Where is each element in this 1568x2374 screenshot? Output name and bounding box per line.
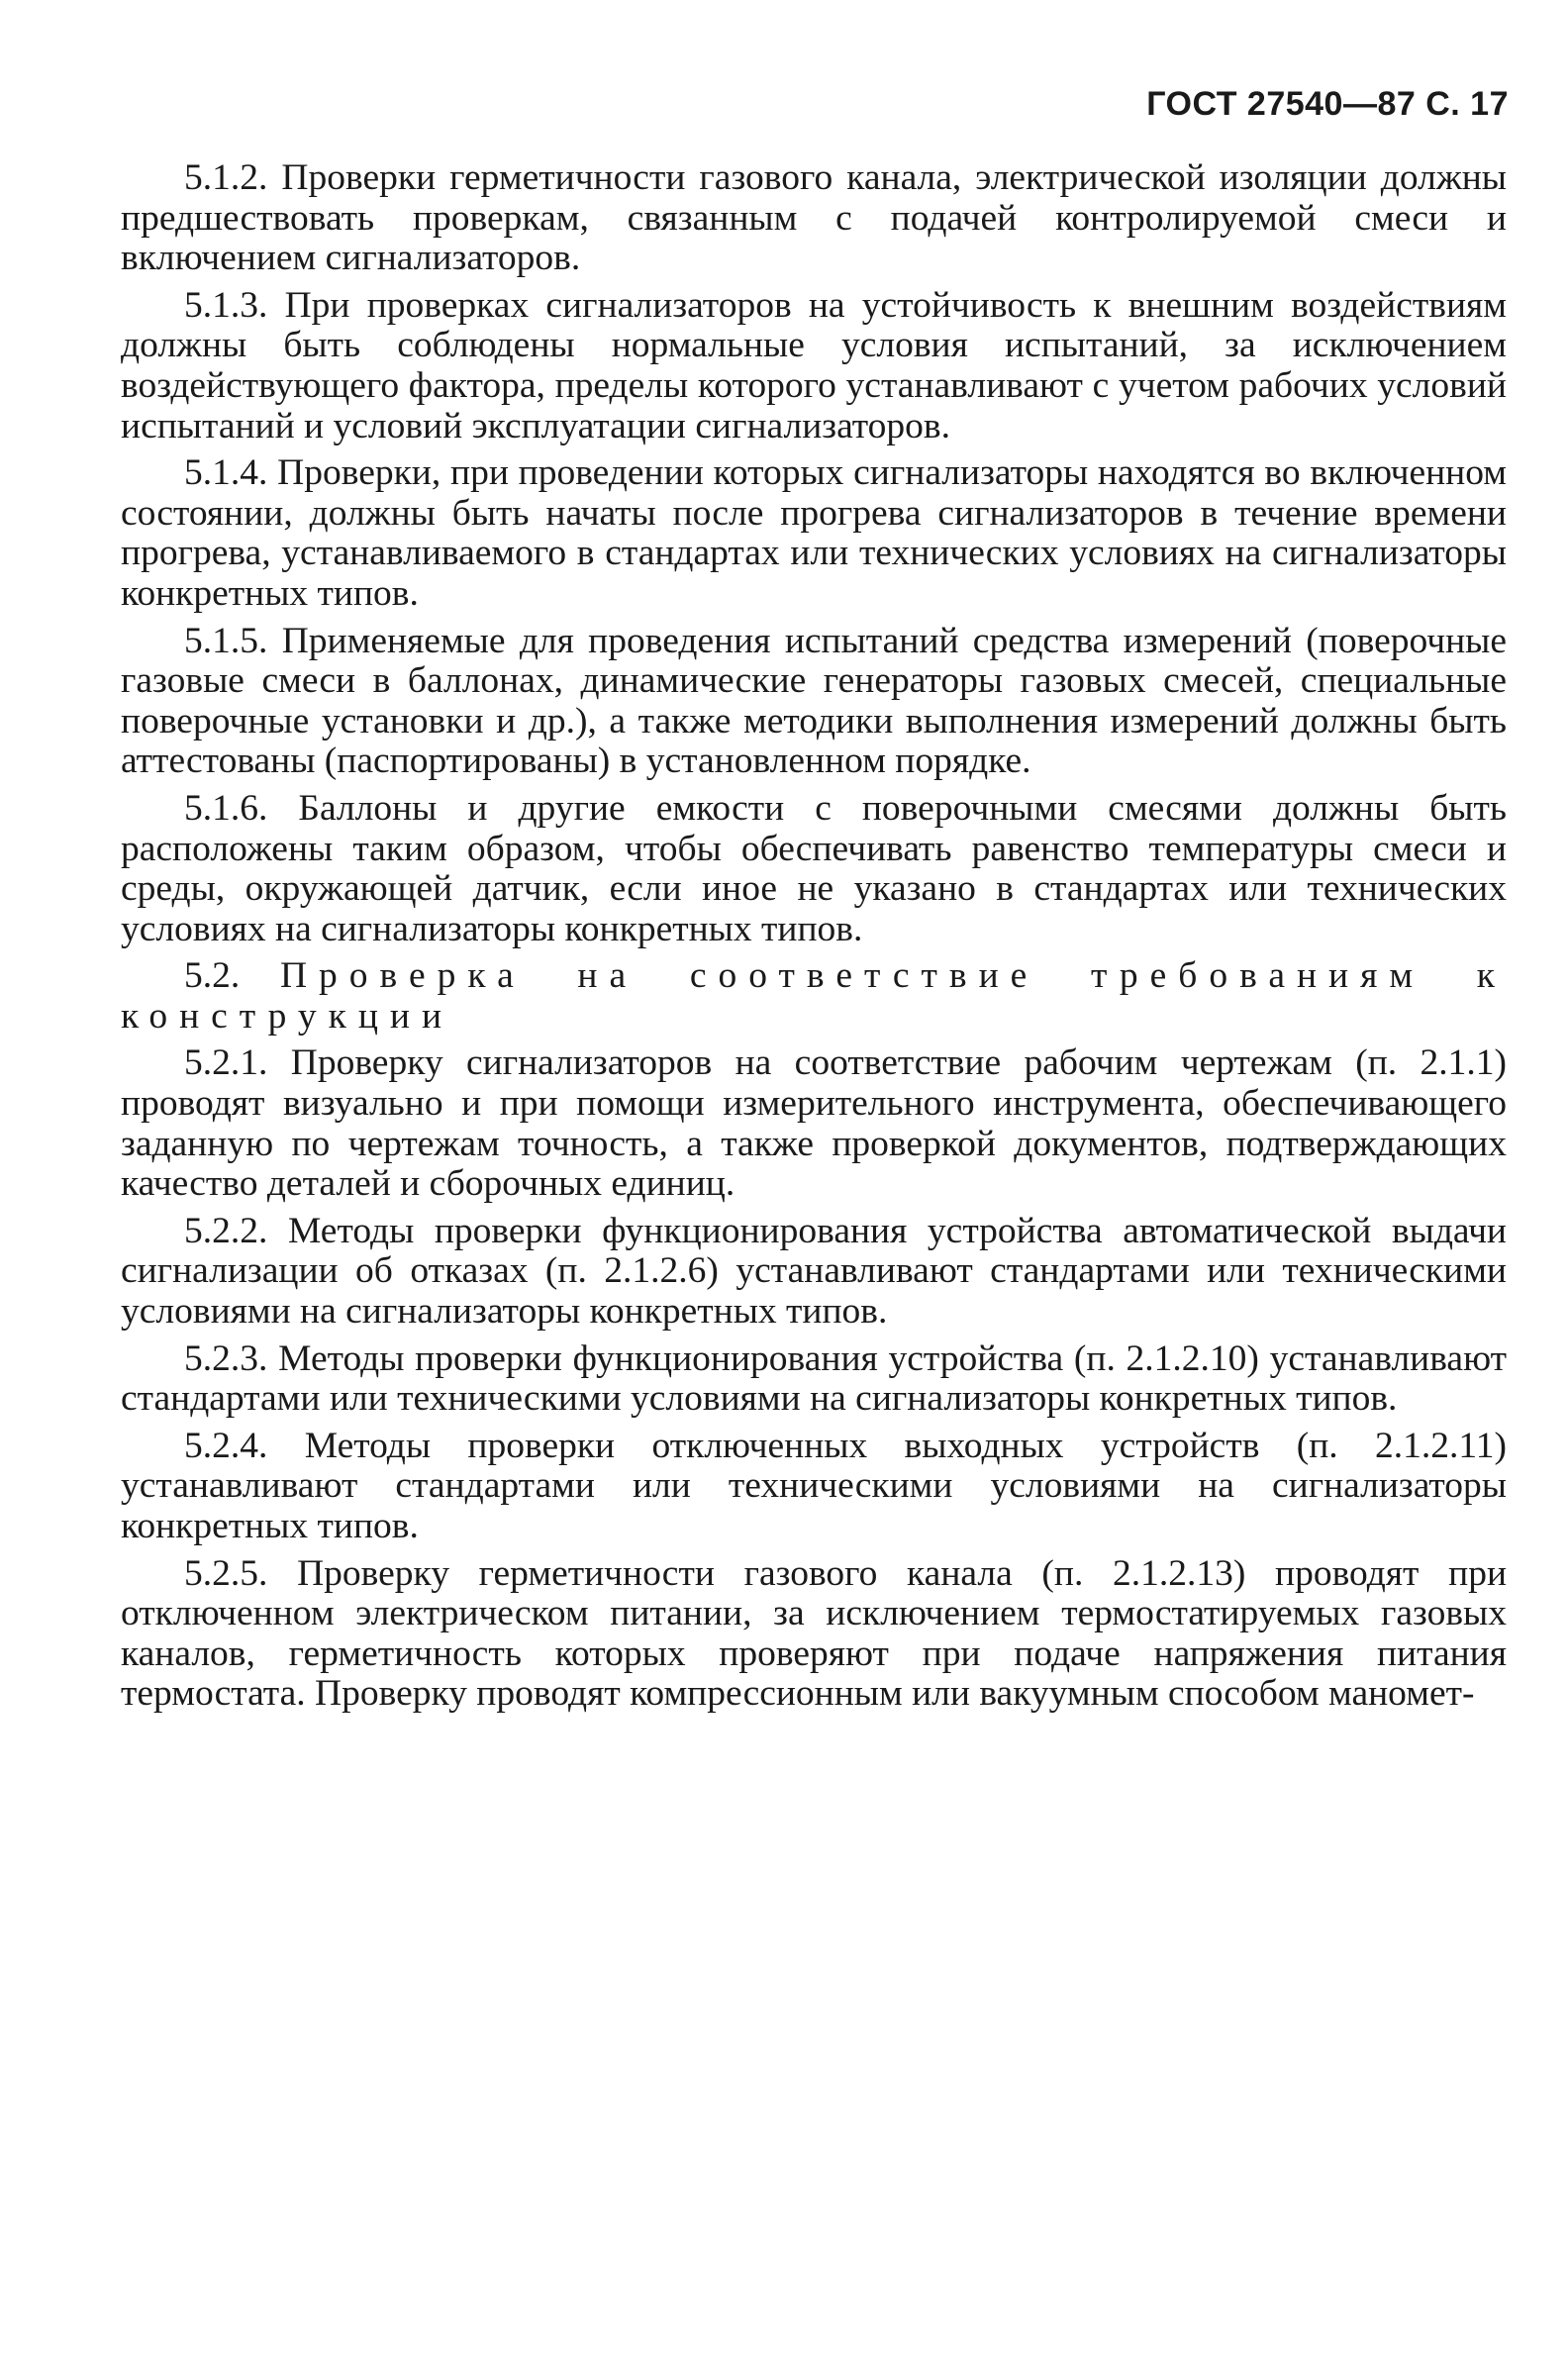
paragraph-number: 5.1.3.	[184, 284, 268, 326]
paragraph-number: 5.1.6.	[184, 787, 268, 829]
paragraph-text: Методы проверки отключенных выходных устройств (п. 2.1.2.11) устанавливают стандартами или техническими условиями на сигнализаторы конкретных типов.	[121, 1425, 1507, 1546]
paragraph-number: 5.1.4.	[184, 452, 268, 494]
paragraph-number: 5.2.3.	[184, 1337, 268, 1379]
paragraph-text: Проверки, при проведении которых сигнализаторы находятся во включенном состоянии, должны быть начаты после прогрева сигнализаторов в течение времени прогрева, устанавливаемого в стандартах или технических условиях на сигнализаторы конкретных типов.	[121, 452, 1507, 614]
paragraph-text: Баллоны и другие емкости с поверочными смесями должны быть расположены таким образом, чтобы обеспечивать равенство температуры смеси и среды, окружающей датчик, если иное не указано в стандартах или технических условиях на сигнализаторы конкретных типов.	[121, 787, 1507, 949]
paragraph-text: Проверку сигнализаторов на соответствие рабочим чертежам (п. 2.1.1) проводят визуально и при помощи измерительного инструмента, обеспечивающего заданную по чертежам точность, а также проверкой документов, подтверждающих качество деталей и сборочных единиц.	[121, 1042, 1507, 1205]
paragraph-5-2-1	[121, 1043, 1507, 1204]
section-heading-5-2	[121, 956, 1507, 1037]
paragraph-text: Применяемые для проведения испытаний средства измерений (поверочные газовые смеси в баллонах, динамические генераторы газовых смесей, специальные поверочные установки и др.), а также методики выполнения измерений должны быть аттестованы (паспортированы) в установленном порядке.	[121, 620, 1508, 782]
paragraph-5-1-6	[121, 789, 1507, 949]
paragraph-text: Проверки герметичности газового канала, электрической изоляции должны предшествовать проверкам, связанным с подачей контролируемой смеси и включением сигнализаторов.	[121, 157, 1507, 279]
paragraph-number: 5.2.4.	[184, 1425, 268, 1466]
section-title: Проверка на соответствие требованиям к конструкции	[121, 955, 1508, 1037]
paragraph-5-2-3	[121, 1339, 1507, 1420]
paragraph-text: Методы проверки функционирования устройства (п. 2.1.2.10) устанавливают стандартами или техническими условиями на сигнализаторы конкретных типов.	[121, 1337, 1507, 1420]
section-number: 5.2.	[184, 955, 241, 997]
paragraph-5-1-4	[121, 453, 1507, 614]
page-content	[121, 158, 1507, 1722]
paragraph-5-2-5	[121, 1554, 1507, 1715]
paragraph-5-1-3	[121, 286, 1507, 446]
paragraph-number: 5.2.1.	[184, 1042, 268, 1084]
paragraph-number: 5.1.2.	[184, 157, 268, 198]
paragraph-number: 5.2.2.	[184, 1210, 268, 1251]
paragraph-text: Проверку герметичности газового канала (п. 2.1.2.13) проводят при отключенном электрическом питании, за исключением термостатируемых газовых каналов, герметичность которых проверяют при подаче напряжения питания термостата. Проверку проводят компрессионным или вакуумным способом маномет-	[121, 1552, 1508, 1715]
paragraph-5-2-2	[121, 1212, 1507, 1333]
page-header: ГОСТ 27540—87 С. 17	[1146, 85, 1509, 123]
paragraph-5-1-5	[121, 622, 1507, 782]
paragraph-number: 5.2.5.	[184, 1552, 268, 1594]
paragraph-number: 5.1.5.	[184, 620, 268, 661]
paragraph-5-1-2	[121, 158, 1507, 279]
paragraph-text: При проверках сигнализаторов на устойчивость к внешним воздействиям должны быть соблюдены нормальные условия испытаний, за исключением воздействующего фактора, пределы которого устанавливают с учетом рабочих условий испытаний и условий эксплуатации сигнализаторов.	[121, 284, 1508, 446]
paragraph-text: Методы проверки функционирования устройства автоматической выдачи сигнализации об отказах (п. 2.1.2.6) устанавливают стандартами или техническими условиями на сигнализаторы конкретных типов.	[121, 1210, 1507, 1333]
paragraph-5-2-4	[121, 1427, 1507, 1547]
